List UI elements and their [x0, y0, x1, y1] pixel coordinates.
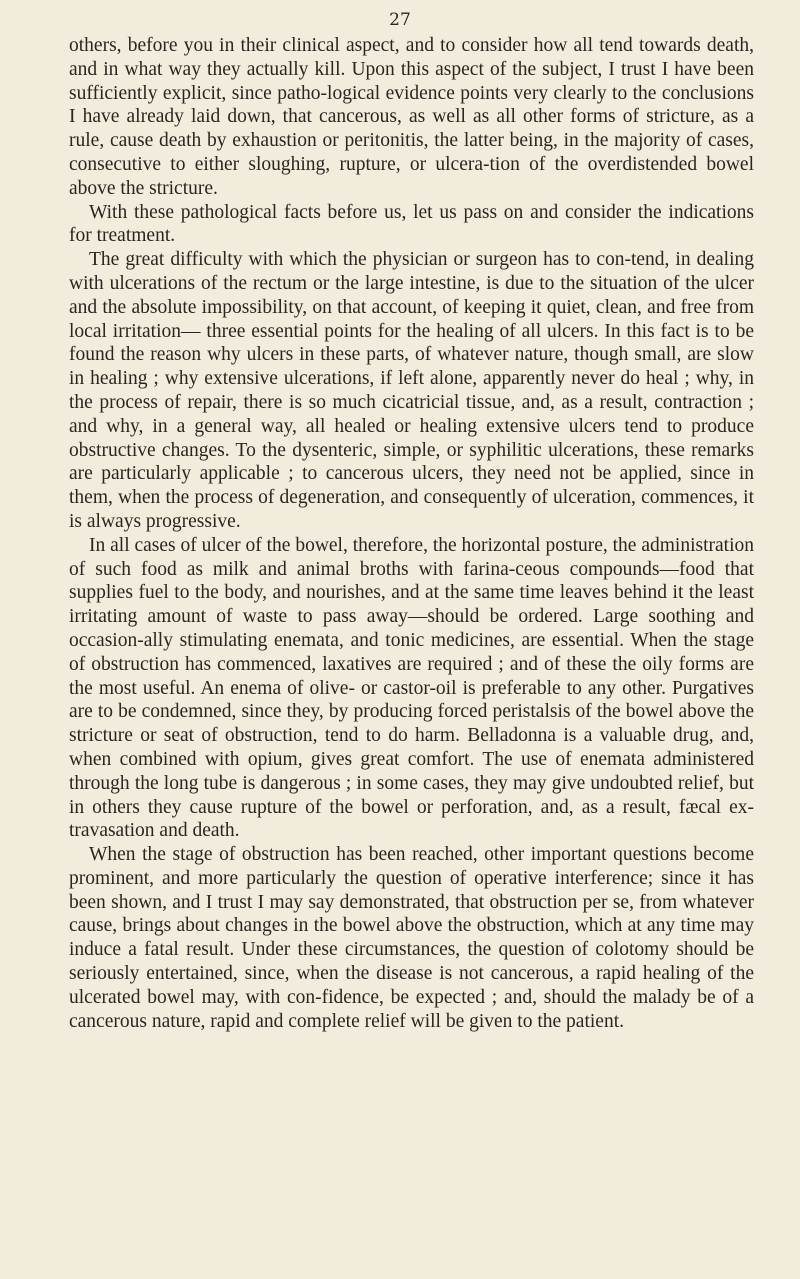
paragraph-3: The great difficulty with which the physician or surgeon has to con-tend, in dealing with ulcerations of the rectum or the large intestine, is due to the situation of the ulcer and the absolute impossibility, on that account, of keeping it quiet, clean, and free from local irritation— three essential points for the healing of all ulcers. In this fact is to be found the reason why ulcers in these parts, of whatever nature, though small, are slow in healing ; why extensive ulcerations, if left alone, apparently never do heal ; why, in the process of repair, there is so much cicatricial tissue, and, as a result, contraction ; and why, in a general way, all healed or healing extensive ulcers tend to produce obstructive changes. To the dysenteric, simple, or syphilitic ulcerations, these remarks are particularly applicable ; to cancerous ulcers, they need not be applied, since in them, when the process of degeneration, and consequently of ulceration, commences, it is always progressive.: [69, 249, 754, 532]
paragraph-1: others, before you in their clinical aspect, and to consider how all tend towards death, and in what way they actually kill. Upon this aspect of the subject, I trust I have been sufficiently explicit, since patho-logical evidence points very clearly to the conclusions I have already laid down, that cancerous, as well as all other forms of stricture, as a rule, cause death by exhaustion or peritonitis, the latter being, in the majority of cases, consecutive to either sloughing, rupture, or ulcera-tion of the overdistended bowel above the stricture.: [69, 35, 754, 199]
paragraph-4: In all cases of ulcer of the bowel, therefore, the horizontal posture, the administration of such food as milk and animal broths with farina-ceous compounds—food that supplies fuel to the body, and nourishes, and at the same time leaves behind it the least irritating amount of waste to pass away—should be ordered. Large soothing and occasion-ally stimulating enemata, and tonic medicines, are essential. When the stage of obstruction has commenced, laxatives are required ; and of these the oily forms are the most useful. An enema of olive- or castor-oil is preferable to any other. Purgatives are to be condemned, since they, by producing forced peristalsis of the bowel above the stricture or seat of obstruction, tend to do harm. Belladonna is a valuable drug, and, when combined with opium, gives great comfort. The use of enemata administered through the long tube is dangerous ; in some cases, they may give undoubted relief, but in others they cause rupture of the bowel or perforation, and, as a result, fæcal ex-travasation and death.: [69, 534, 754, 842]
paragraph-2: With these pathological facts before us, let us pass on and consider the indications for treatment.: [69, 201, 754, 247]
page-number: 27: [389, 10, 411, 30]
paragraph-5: When the stage of obstruction has been reached, other important questions become prominent, and more particularly the question of operative interference; since it has been shown, and I trust I may say demonstrated, that obstruction per se, from whatever cause, brings about changes in the bowel above the obstruction, which at any time may induce a fatal result. Under these circumstances, the question of colotomy should be seriously entertained, since, when the disease is not cancerous, a rapid healing of the ulcerated bowel may, with con-fidence, be expected ; and, should the malady be of a cancerous nature, rapid and complete relief will be given to the patient.: [69, 844, 754, 1032]
body-text: [69, 34, 754, 1033]
